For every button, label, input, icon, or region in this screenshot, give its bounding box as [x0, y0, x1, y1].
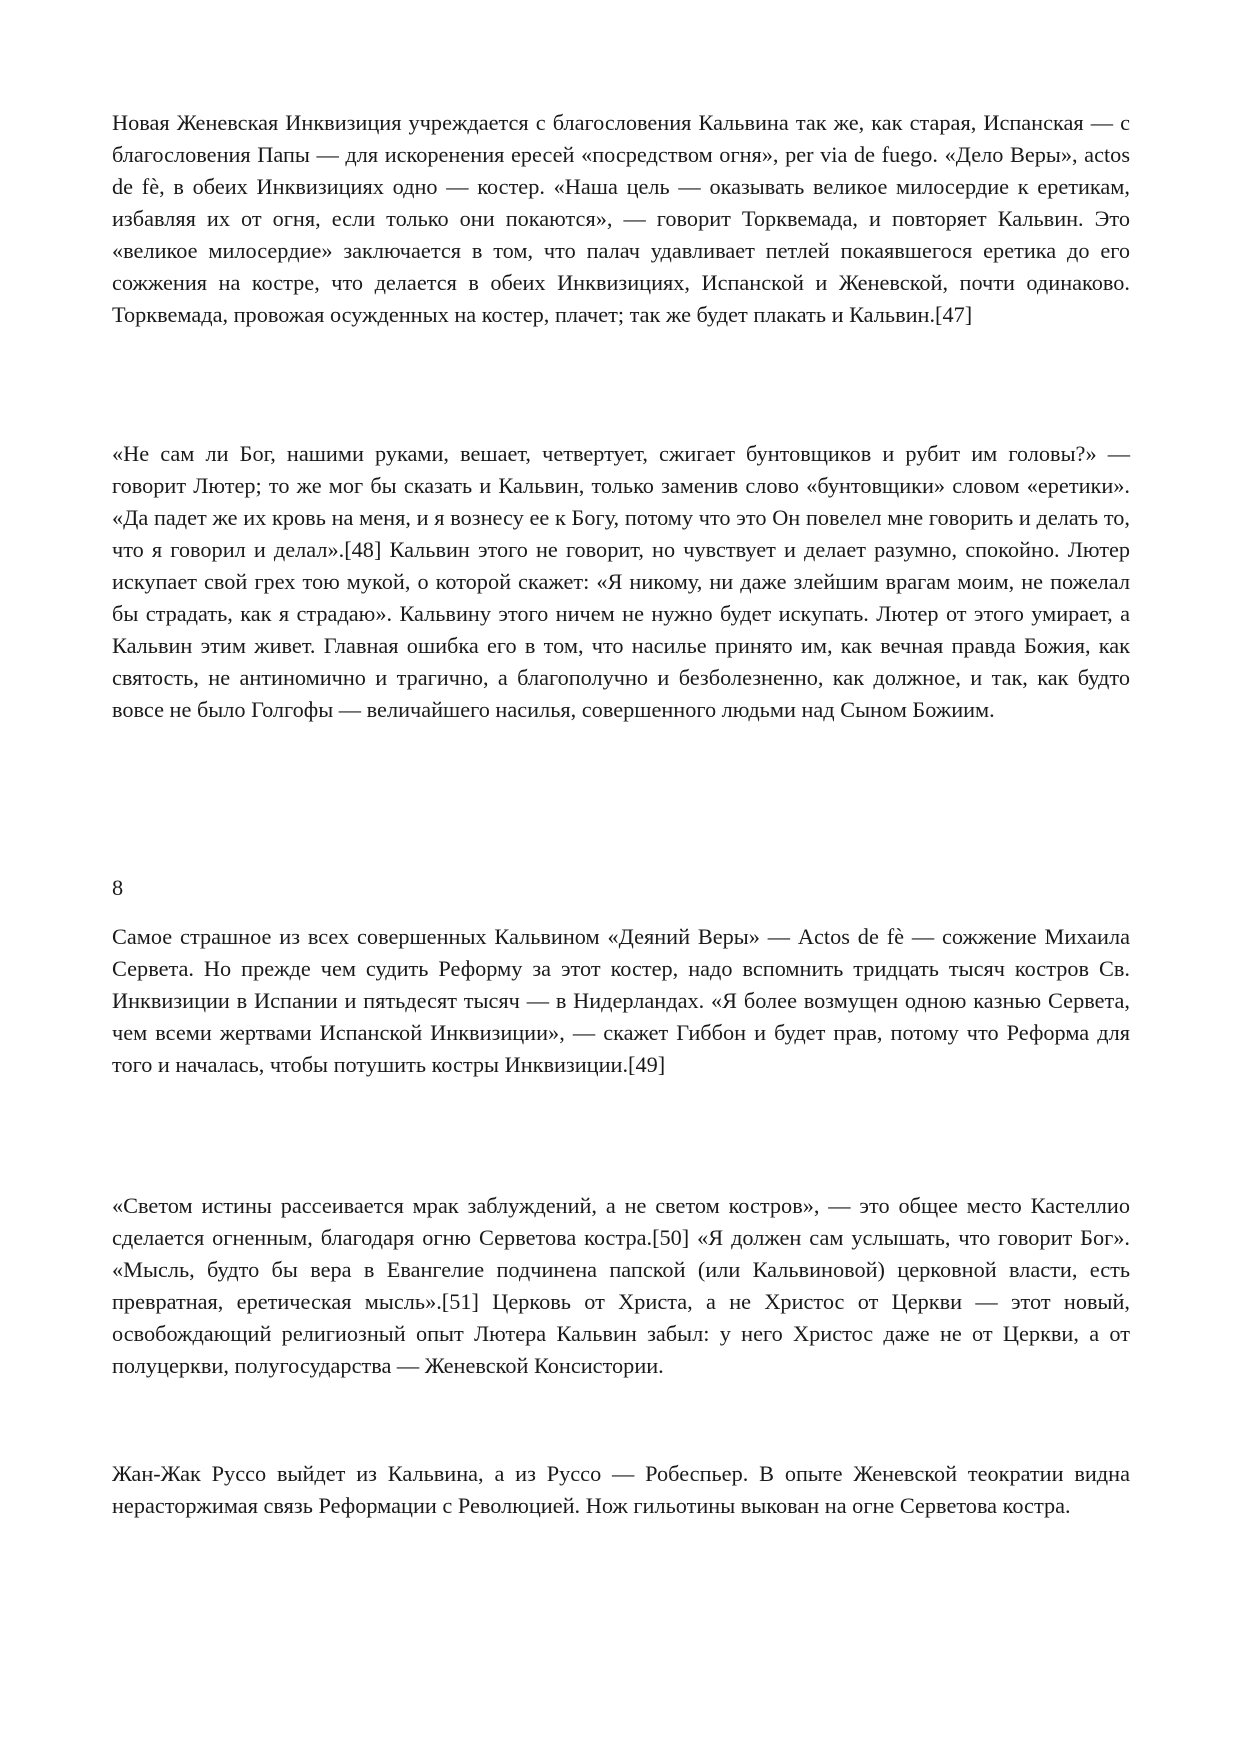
paragraph-luther: «Не сам ли Бог, нашими руками, вешает, четвертует, сжигает бунтовщиков и рубит им головы?» — говорит Лютер; то же мог бы сказать и Кальвин, только заменив слово «бунтовщики» словом «еретики». «Да падет же их кровь на меня, и я вознесу ее к Богу, потому что это Он повелел мне говорить и делать то, что я говорил и делал».[48] Кальвин этого не говорит, но чувствует и делает разумно, спокойно. Лютер искупает свой грех тою мукой, о которой скажет: «Я никому, ни даже злейшим врагам моим, не пожелал бы страдать, как я страдаю». Кальвину этого ничем не нужно будет искупать. Лютер от этого умирает, а Кальвин этим живет. Главная ошибка его в том, что насилье принято им, как вечная правда Божия, как святость, не антиномично и трагично, а благополучно и безболезненно, как должное, и так, как будто вовсе не было Голгофы — величайшего насилья, совершенного людьми над Сыном Божиим. [112, 441, 1130, 722]
chapter-number: 8 [112, 875, 124, 900]
paragraph-castellio: «Светом истины рассеивается мрак заблуждений, а не светом костров», — это общее место Кастеллио сделается огненным, благодаря огню Серветова костра.[50] «Я должен сам услышать, что говорит Бог». «Мысль, будто бы вера в Евангелие подчинена папской (или Кальвиновой) церковной власти, есть превратная, еретическая мысль».[51] Церковь от Христа, а не Христос от Церкви — этот новый, освобождающий религиозный опыт Лютера Кальвин забыл: у него Христос даже не от Церкви, а от полуцеркви, полугосударства — Женевской Консистории. [112, 1193, 1130, 1378]
paragraph-servetus: Самое страшное из всех совершенных Кальвином «Деяний Веры» — Actos de fè — сожжение Михаила Сервета. Но прежде чем судить Реформу за этот костер, надо вспомнить тридцать тысяч костров Св. Инквизиции в Испании и пятьдесят тысяч — в Нидерландах. «Я более возмущен одною казнью Сервета, чем всеми жертвами Испанской Инквизиции», — скажет Гиббон и будет прав, потому что Реформа для того и началась, чтобы потушить костры Инквизиции.[49] [112, 924, 1130, 1077]
paragraph-rousseau: Жан-Жак Руссо выйдет из Кальвина, а из Руссо — Робеспьер. В опыте Женевской теократии видна нерасторжимая связь Реформации с Революцией. Нож гильотины выкован на огне Серветова костра. [112, 1461, 1130, 1518]
paragraph-torquemada: Новая Женевская Инквизиция учреждается с благословения Кальвина так же, как старая, Испанская — с благословения Папы — для искоренения ересей «посредством огня», per via de fuego. «Дело Веры», actos de fè, в обеих Инквизициях одно — костер. «Наша цель — оказывать великое милосердие к еретикам, избавляя их от огня, если только они покаются», — говорит Торквемада, и повторяет Кальвин. Это «великое милосердие» заключается в том, что палач удавливает петлей покаявшегося еретика до его сожжения на костре, что делается в обеих Инквизициях, Испанской и Женевской, почти одинаково. Торквемада, провожая осужденных на костер, плачет; так же будет плакать и Кальвин.[47] [112, 110, 1130, 327]
